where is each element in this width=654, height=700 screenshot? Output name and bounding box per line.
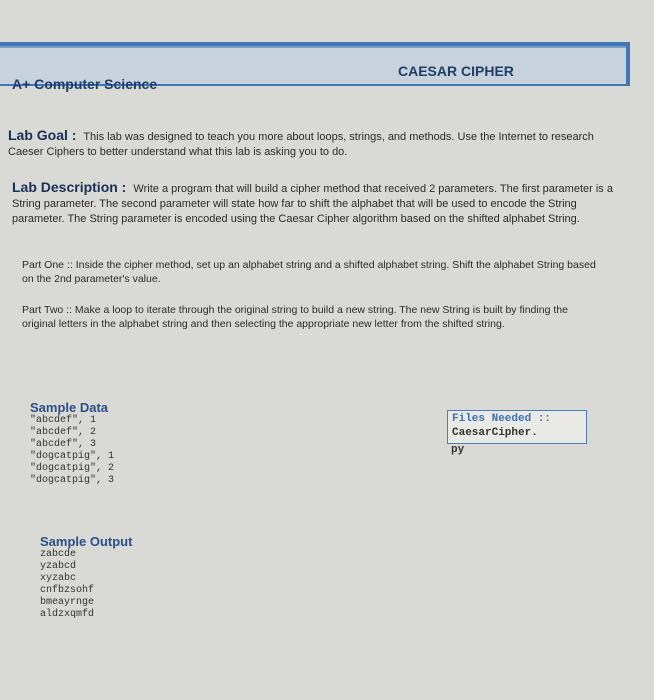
course-title: A+ Computer Science [12, 76, 158, 92]
sample-output-line: bmeayrnge [40, 597, 95, 608]
sample-data-line: "dogcatpig", 3 [30, 475, 115, 486]
sample-output-line: yzabcd [40, 561, 77, 572]
sample-data-block [30, 400, 114, 487]
lab-goal-text: This lab was designed to teach you more about loops, strings, and methods. Use the Internet to research Caeser Ciphers to better understand what this lab is asking you to do. [8, 131, 594, 158]
lab-goal-section [8, 128, 620, 160]
sample-data-line: "dogcatpig", 2 [30, 463, 115, 474]
sample-data-line: "abcdef", 3 [30, 439, 97, 450]
sample-output-line: xyzabc [40, 573, 77, 584]
lab-goal-heading: Lab Goal : [8, 127, 77, 143]
sample-data-line: "abcdef", 1 [30, 415, 97, 426]
lab-description-section [12, 180, 618, 227]
header-inner-border [0, 46, 626, 92]
sample-data-heading: Sample Data [30, 400, 109, 415]
lab-description-heading: Lab Description : [12, 179, 127, 195]
sample-output-list [40, 549, 132, 621]
document-title: CAESAR CIPHER [398, 63, 514, 79]
files-needed-filename: CaesarCipher. [452, 427, 538, 439]
sample-output-heading: Sample Output [40, 534, 133, 549]
sample-output-line: zabcde [40, 549, 77, 560]
sample-output-line: aldzxqmfd [40, 609, 95, 620]
sample-output-line: cnfbzsohf [40, 585, 95, 596]
sample-data-line: "dogcatpig", 1 [30, 451, 115, 462]
files-needed-heading: Files Needed :: [452, 413, 552, 425]
part-two-text: Part Two :: Make a loop to iterate through the original string to build a new string. The new String is built by finding the original letters in the alphabet string and then selecting the appropriate new letter from the shifted string. [22, 304, 568, 330]
part-one-text: Part One :: Inside the cipher method, set up an alphabet string and a shifted alphabet string. Shift the alphabet String based on the 2nd parameter's value. [22, 259, 596, 285]
header-band [0, 42, 630, 92]
files-needed-box [447, 410, 587, 444]
sample-output-block [40, 534, 132, 621]
lab-description-text: Write a program that will build a cipher method that received 2 parameters. The first parameter is a String parameter. The second parameter will state how far to shift the alphabet that will be used to encode the String parameter. The String parameter is encoded using the Caesar Cipher algorithm based on the shifted alphabet String. [12, 183, 613, 225]
files-needed-extension: py [451, 444, 465, 456]
sample-data-list [30, 415, 114, 487]
sample-data-line: "abcdef", 2 [30, 427, 97, 438]
